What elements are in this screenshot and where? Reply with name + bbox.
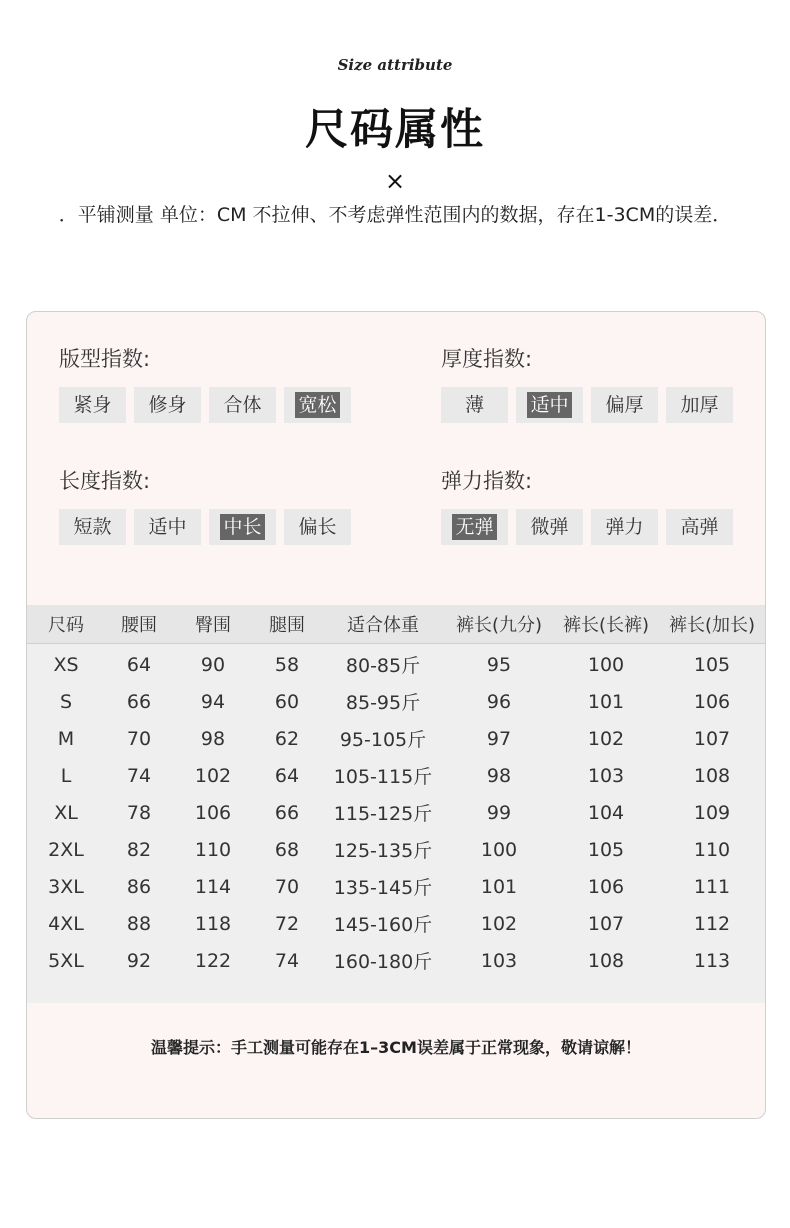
attr-options (441, 387, 741, 423)
attr-option-label: 中长 (220, 514, 264, 540)
table-cell: 100 (587, 653, 625, 676)
table-cell: 60 (274, 690, 300, 713)
attr-option[interactable] (591, 509, 658, 545)
column-header: 裤长(长裤) (562, 615, 650, 636)
table-cell: 101 (480, 875, 518, 898)
column-header: 适合体重 (347, 615, 419, 636)
table-cell: 105 (587, 838, 625, 861)
column-header: 臀围 (195, 615, 231, 636)
table-cell: 103 (480, 949, 518, 972)
table-cell: 62 (274, 727, 300, 750)
attr-option[interactable] (284, 509, 351, 545)
warm-tip: 温馨提示：手工测量可能存在1–3CM误差属于正常现象，敬请谅解！ (151, 1038, 641, 1057)
table-cell: 78 (126, 801, 152, 824)
attr-option-label: 宽松 (295, 392, 339, 418)
table-cell: 111 (693, 875, 731, 898)
column-header: 裤长(加长) (668, 615, 756, 636)
attr-option-label: 微弹 (530, 516, 569, 538)
table-cell: 105-115斤 (333, 766, 433, 788)
column-header: 尺码 (48, 615, 84, 636)
table-cell: 102 (587, 727, 625, 750)
table-cell: 92 (126, 949, 152, 972)
attr-option[interactable] (134, 387, 201, 423)
attr-group-fit (59, 344, 359, 423)
table-row (27, 831, 765, 868)
attr-option-label: 合体 (223, 394, 262, 416)
attr-option-label: 加厚 (680, 394, 719, 416)
close-icon: × (384, 167, 406, 195)
column-header: 裤长(九分) (455, 615, 543, 636)
table-cell: 105 (693, 653, 731, 676)
table-cell: 114 (194, 875, 232, 898)
attr-option[interactable] (134, 509, 201, 545)
attr-title: 长度指数: (59, 469, 151, 493)
attribute-card (26, 311, 766, 1119)
attr-group-length (59, 466, 359, 545)
table-cell: 115-125斤 (333, 803, 433, 825)
table-cell: 70 (126, 727, 152, 750)
table-cell: 66 (274, 801, 300, 824)
table-cell: 68 (274, 838, 300, 861)
table-cell: 58 (274, 653, 300, 676)
table-cell: 99 (486, 801, 512, 824)
attr-option-label: 适中 (148, 516, 187, 538)
attr-option-label: 短款 (73, 516, 112, 538)
attr-options (441, 509, 741, 545)
attr-option-label: 高弹 (680, 516, 719, 538)
table-cell: 80-85斤 (345, 655, 421, 677)
attr-option-label: 适中 (527, 392, 571, 418)
attr-options (59, 509, 359, 545)
table-row (27, 905, 765, 942)
table-cell: 94 (200, 690, 226, 713)
table-row (27, 757, 765, 794)
table-cell: 110 (194, 838, 232, 861)
attr-option[interactable] (441, 387, 508, 423)
table-cell: 95-105斤 (339, 729, 427, 751)
attr-option[interactable] (516, 509, 583, 545)
attr-option-label: 偏长 (298, 516, 337, 538)
table-cell: 145-160斤 (333, 914, 433, 936)
page-subtitle: Size attribute (337, 56, 453, 74)
table-row (27, 646, 765, 683)
table-cell: S (59, 690, 73, 713)
table-cell: 2XL (48, 838, 84, 861)
table-cell: 98 (200, 727, 226, 750)
table-cell: 109 (693, 801, 731, 824)
table-header-row (27, 605, 765, 644)
table-cell: 106 (194, 801, 232, 824)
table-cell: 110 (693, 838, 731, 861)
column-header: 腿围 (269, 615, 305, 636)
table-cell: 113 (693, 949, 731, 972)
attr-title: 厚度指数: (441, 347, 533, 371)
attr-option-label: 弹力 (605, 516, 644, 538)
table-row (27, 868, 765, 905)
table-cell: 100 (480, 838, 518, 861)
attr-option[interactable] (591, 387, 658, 423)
table-cell: 3XL (48, 875, 84, 898)
table-cell: 4XL (48, 912, 84, 935)
table-cell: 95 (486, 653, 512, 676)
table-cell: XL (54, 801, 78, 824)
table-cell: 85-95斤 (345, 692, 421, 714)
table-cell: M (57, 727, 75, 750)
table-cell: 88 (126, 912, 152, 935)
size-table (27, 605, 765, 1003)
attr-option[interactable] (59, 509, 126, 545)
table-cell: 125-135斤 (333, 840, 433, 862)
table-cell: 107 (693, 727, 731, 750)
table-cell: 74 (274, 949, 300, 972)
table-row (27, 720, 765, 757)
attr-option-label: 偏厚 (605, 394, 644, 416)
table-cell: 72 (274, 912, 300, 935)
column-header: 腰围 (121, 615, 157, 636)
table-cell: 160-180斤 (333, 951, 433, 973)
attr-option-label: 无弹 (452, 514, 496, 540)
table-cell: 122 (194, 949, 232, 972)
table-cell: 112 (693, 912, 731, 935)
table-cell: XS (53, 653, 79, 676)
attr-option[interactable] (666, 509, 733, 545)
attr-title: 弹力指数: (441, 469, 533, 493)
table-cell: 96 (486, 690, 512, 713)
table-cell: 82 (126, 838, 152, 861)
attr-option-label: 修身 (148, 394, 187, 416)
table-cell: 107 (587, 912, 625, 935)
table-cell: 98 (486, 764, 512, 787)
attr-option-label: 紧身 (73, 394, 112, 416)
attr-option[interactable] (441, 509, 508, 545)
table-cell: 101 (587, 690, 625, 713)
table-cell: 118 (194, 912, 232, 935)
table-cell: 108 (587, 949, 625, 972)
table-cell: 5XL (48, 949, 84, 972)
table-cell: 64 (274, 764, 300, 787)
attr-option[interactable] (284, 387, 351, 423)
table-cell: 102 (480, 912, 518, 935)
table-row (27, 942, 765, 979)
table-cell: 104 (587, 801, 625, 824)
table-row (27, 683, 765, 720)
attr-group-stretch (441, 466, 741, 545)
table-cell: 90 (200, 653, 226, 676)
table-cell: 102 (194, 764, 232, 787)
attr-option[interactable] (209, 509, 276, 545)
page-title: 尺码属性 (305, 105, 485, 155)
attr-option[interactable] (666, 387, 733, 423)
table-cell: 135-145斤 (333, 877, 433, 899)
attr-option[interactable] (59, 387, 126, 423)
attr-option[interactable] (516, 387, 583, 423)
table-cell: L (60, 764, 72, 787)
table-cell: 106 (587, 875, 625, 898)
table-cell: 106 (693, 690, 731, 713)
table-cell: 103 (587, 764, 625, 787)
measurement-note: ．平铺测量 单位：CM 不拉伸、不考虑弹性范围内的数据，存在1-3CM的误差． (58, 204, 732, 226)
table-body (27, 644, 765, 979)
table-cell: 66 (126, 690, 152, 713)
attr-option[interactable] (209, 387, 276, 423)
table-cell: 86 (126, 875, 152, 898)
attr-group-thickness (441, 344, 741, 423)
table-cell: 108 (693, 764, 731, 787)
attr-option-label: 薄 (464, 394, 484, 416)
table-cell: 70 (274, 875, 300, 898)
attr-title: 版型指数: (59, 347, 151, 371)
table-row (27, 794, 765, 831)
table-cell: 97 (486, 727, 512, 750)
table-cell: 64 (126, 653, 152, 676)
attr-options (59, 387, 359, 423)
table-cell: 74 (126, 764, 152, 787)
